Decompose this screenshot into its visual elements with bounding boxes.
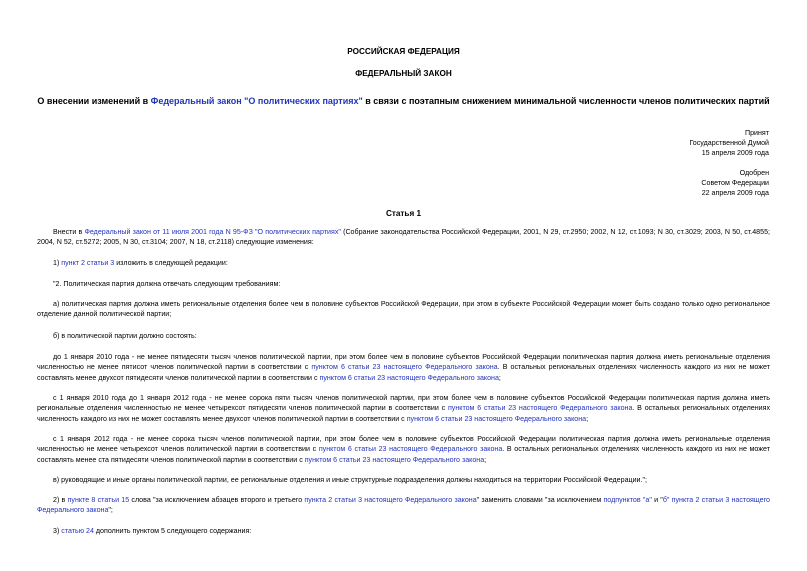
item-v-paragraph: в) руководящие и иные органы политической партии, ее региональные отделения и иные структурные подразделения должны находиться на территории Российской Федерации."; [53,476,647,484]
subpoint-b-link[interactable]: б" пункта 2 статьи 3 настоящего Федерального закона [37,496,770,515]
point-6-article-23-link[interactable]: пунктом 6 статьи 23 настоящего Федерального закона [304,455,485,464]
title-law-link[interactable]: Федеральный закон "О политических партиях" [150,96,363,106]
2010-2012-paragraph: с 1 января 2010 года до 1 января 2012 года - не менее сорока пяти тысяч членов политической партии, при этом более чем в половине субъектов Российской Федерации политическая партия должна иметь региональные отделения численностью не менее четырехсот пятидесяти членов политической партии в соответствии с пунктом 6 статьи 23 настоящего Федерального закона. В остальных региональных отделениях численность каждого из них не может составлять менее двухсот членов политической партии в соответствии с пунктом 6 статьи 23 настоящего Федерального закона; [37,394,770,423]
item-2-paragraph: 2) в пункте 8 статьи 15 слова "за исключением абзацев второго и третьего пункта 2 статьи 3 настоящего Федерального закона" заменить словами "за исключением подпунктов "а" и "б" пункта 2 статьи 3 настоящего Федерального закона"; [37,496,770,515]
point-6-article-23-link[interactable]: пунктом 6 статьи 23 настоящего Федерального закона [319,373,499,382]
country-heading: РОССИЙСКАЯ ФЕДЕРАЦИЯ [347,47,460,56]
point-6-article-23-link[interactable]: пунктом 6 статьи 23 настоящего Федерального закона [311,363,498,372]
adopted-line-3: 15 апреля 2009 года [701,149,769,157]
point-8-article-15-link[interactable]: пункте 8 статьи 15 [67,496,130,504]
point-2-article-3-link[interactable]: пункт 2 статьи 3 [61,259,115,267]
title-post: в связи с поэтапным снижением минимальной численности членов политических партий [362,96,770,106]
article-heading: Статья 1 [385,209,422,218]
point-6-article-23-link[interactable]: пунктом 6 статьи 23 настоящего Федерального закона [447,404,633,413]
intro-paragraph: Внести в Федеральный закон от 11 июля 2001 года N 95-ФЗ "О политических партиях" (Собрание законодательства Российской Федерации, 2001, N 29, ст.2950; 2002, N 12, ст.1093; N 30, ст.3029; 2003, N 50, ст.4855; 2004, N 52, ст.5272; 2005, N 30, ст.3104; 2007, N 18, ст.2118) следующие изменения: [37,228,770,247]
adopted-line-1: Принят [744,129,769,137]
point-6-article-23-link[interactable]: пунктом 6 статьи 23 настоящего Федерального закона [318,445,503,454]
item-b-paragraph: б) в политической партии должно состоять: [53,332,197,340]
approved-block [701,168,769,198]
point-2-article-3-link[interactable]: пункта 2 статьи 3 настоящего Федерального закона [304,496,477,504]
item-1-paragraph: 1) пункт 2 статьи 3 изложить в следующей редакции: [53,259,228,267]
adopted-line-2: Государственной Думой [689,139,769,147]
adopted-block [689,128,769,158]
item-3-paragraph: 3) статью 24 дополнить пунктом 5 следующего содержания: [53,527,252,535]
law-title [0,96,807,106]
requirements-paragraph: "2. Политическая партия должна отвечать следующим требованиям: [53,280,281,288]
law-type-heading: ФЕДЕРАЛЬНЫЙ ЗАКОН [355,69,452,78]
from-2012-paragraph: с 1 января 2012 года - не менее сорока тысяч членов политической партии, при этом более чем в половине субъектов Российской Федерации политическая партия должна иметь региональные отделения численностью не менее четырехсот членов политической партии в соответствии с пунктом 6 статьи 23 настоящего Федерального закона. В остальных региональных отделениях численность каждого из них не может составлять менее ста пятидесяти членов политической партии в соответствии с пунктом 6 статьи 23 настоящего Федерального закона; [37,435,771,464]
approved-line-3: 22 апреля 2009 года [701,189,769,197]
title-pre: О внесении изменений в [37,96,151,106]
point-6-article-23-link[interactable]: пунктом 6 статьи 23 настоящего Федерального закона [406,414,587,423]
approved-line-1: Одобрен [739,169,769,177]
item-a-paragraph: а) политическая партия должна иметь региональные отделения более чем в половине субъектов Российской Федерации, при этом в субъекте Российской Федерации может быть создано только одно региональное отделение данной политической партии; [37,300,770,319]
law-95-fz-link[interactable]: Федеральный закон от 11 июля 2001 года N 95-ФЗ "О политических партиях" [84,228,341,236]
article-24-link[interactable]: статью 24 [61,527,94,535]
until-2010-paragraph: до 1 января 2010 года - не менее пятидесяти тысяч членов политической партии, при этом более чем в половине субъектов Российской Федерации политическая партия должна иметь региональные отделения численностью не менее пятисот членов политической партии в соответствии с пунктом 6 статьи 23 настоящего Федерального закона. В остальных региональных отделениях численность каждого из них не может составлять менее двухсот пятидесяти членов политической партии в соответствии с пунктом 6 статьи 23 настоящего Федерального закона; [37,353,770,382]
subpoint-a-link[interactable]: подпунктов "а" [603,496,652,504]
approved-line-2: Советом Федерации [701,179,769,187]
